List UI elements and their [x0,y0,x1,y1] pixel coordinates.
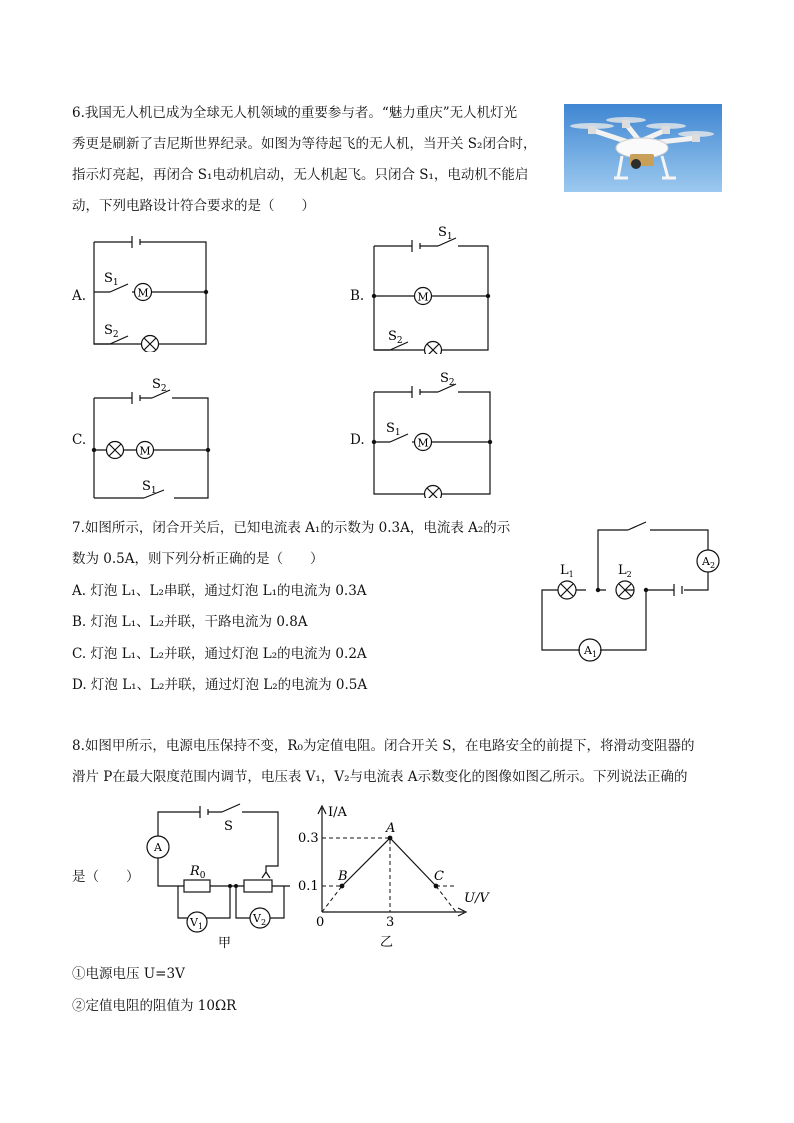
q7-option-b[interactable]: B. 灯泡 L₁、L₂并联，干路电流为 0.8A [72,614,308,630]
svg-text:V2: $V_2$ [253,912,267,927]
q7-option-a[interactable]: A. 灯泡 L₁、L₂串联，通过灯泡 L₁的电流为 0.3A [72,583,367,599]
point-b [340,884,345,889]
svg-text:S2: $S_2$ [104,323,119,340]
svg-text:S1: $S_1$ [438,225,453,242]
q7-circuit [536,516,726,668]
svg-text:V1: $V_1$ [190,916,204,931]
q6-option-d-label: D. [350,432,365,448]
svg-text:M: M [417,436,429,450]
q6-circuit-b [368,222,496,354]
svg-text:B: B [338,869,348,884]
q8-graph-yi [294,800,500,952]
motor-symbol: M [137,286,149,300]
q6-line-2: 秀更是刷新了吉尼斯世界纪录。如图为等待起飞的无人机，当开关 S₂闭合时， [72,136,537,152]
q6-circuit-a [88,232,216,352]
svg-text:L1: $L_1$ [560,563,574,579]
point-a [388,836,393,841]
q8-line-1: 8.如图甲所示，电源电压保持不变，R₀为定值电阻。闭合开关 S，在电路安全的前提下，将滑动变阻器的 [72,738,695,754]
q7-line-1: 7.如图所示，闭合开关后，已知电流表 A₁的示数为 0.3A，电流表 A₂的示 [72,520,511,536]
graph-xlabel: U/V [464,891,489,906]
svg-text:S1: $S_1$ [104,271,119,288]
drone-photo [564,104,722,192]
svg-text:L2: $L_2$ [618,563,632,579]
svg-text:A: A [154,841,162,854]
q8-statement-1: ①电源电压 U=3V [72,966,185,982]
q6-circuit-c [88,374,216,502]
graph-ylabel: I/A [328,805,347,820]
svg-text:A2: $A_2$ [702,555,716,570]
svg-text:乙: 乙 [380,935,394,950]
svg-text:S2: $S_2$ [152,377,167,394]
point-c [434,884,439,889]
q8-line-2: 滑片 P在最大限度范围内调节，电压表 V₁，V₂与电流表 A示数变化的图像如图乙所示。下列说法正确的 [72,769,688,785]
q6-option-b-label: B. [350,288,365,304]
svg-text:S1: $S_1$ [386,421,401,438]
q8-line-3: 是（ ） [72,869,140,885]
q6-line-3: 指示灯亮起，再闭合 S₁电动机启动，无人机起飞。只闭合 S₁，电动机不能启 [72,167,529,183]
svg-text:M: M [139,444,151,458]
svg-text:R0: $R_0$ [190,864,206,881]
q6-option-c-label: C. [72,432,87,448]
q6-circuit-d [368,366,496,498]
q6-option-a-label: A. [72,288,87,304]
svg-text:S: S [224,819,233,834]
q7-option-d[interactable]: D. 灯泡 L₁、L₂并联，通过灯泡 L₂的电流为 0.5A [72,677,368,693]
svg-text:0: 0 [316,915,325,930]
q6-line-4: 动，下列电路设计符合要求的是（ ） [72,198,315,214]
svg-text:A: A [386,821,396,836]
q7-option-c[interactable]: C. 灯泡 L₁、L₂并联，通过灯泡 L₂的电流为 0.2A [72,646,367,662]
q6-line-1: 6.我国无人机已成为全球无人机领域的重要参与者。“魅力重庆”无人机灯光 [72,105,518,121]
svg-text:S2: $S_2$ [440,371,455,388]
svg-text:S1: $S_1$ [142,479,157,496]
q8-statement-2: ②定值电阻的阻值为 10ΩR [72,998,237,1014]
svg-text:甲: 甲 [218,936,232,951]
q7-line-2: 数为 0.5A，则下列分析正确的是（ ） [72,551,324,567]
svg-text:3: 3 [386,915,395,930]
svg-text:0.1: 0.1 [298,879,319,894]
svg-text:A1: $A_1$ [584,644,598,659]
svg-text:S2: $S_2$ [388,329,403,346]
svg-text:C: C [434,869,444,884]
q8-circuit-jia [144,802,290,952]
svg-text:M: M [417,290,429,304]
svg-text:0.3: 0.3 [298,831,319,846]
